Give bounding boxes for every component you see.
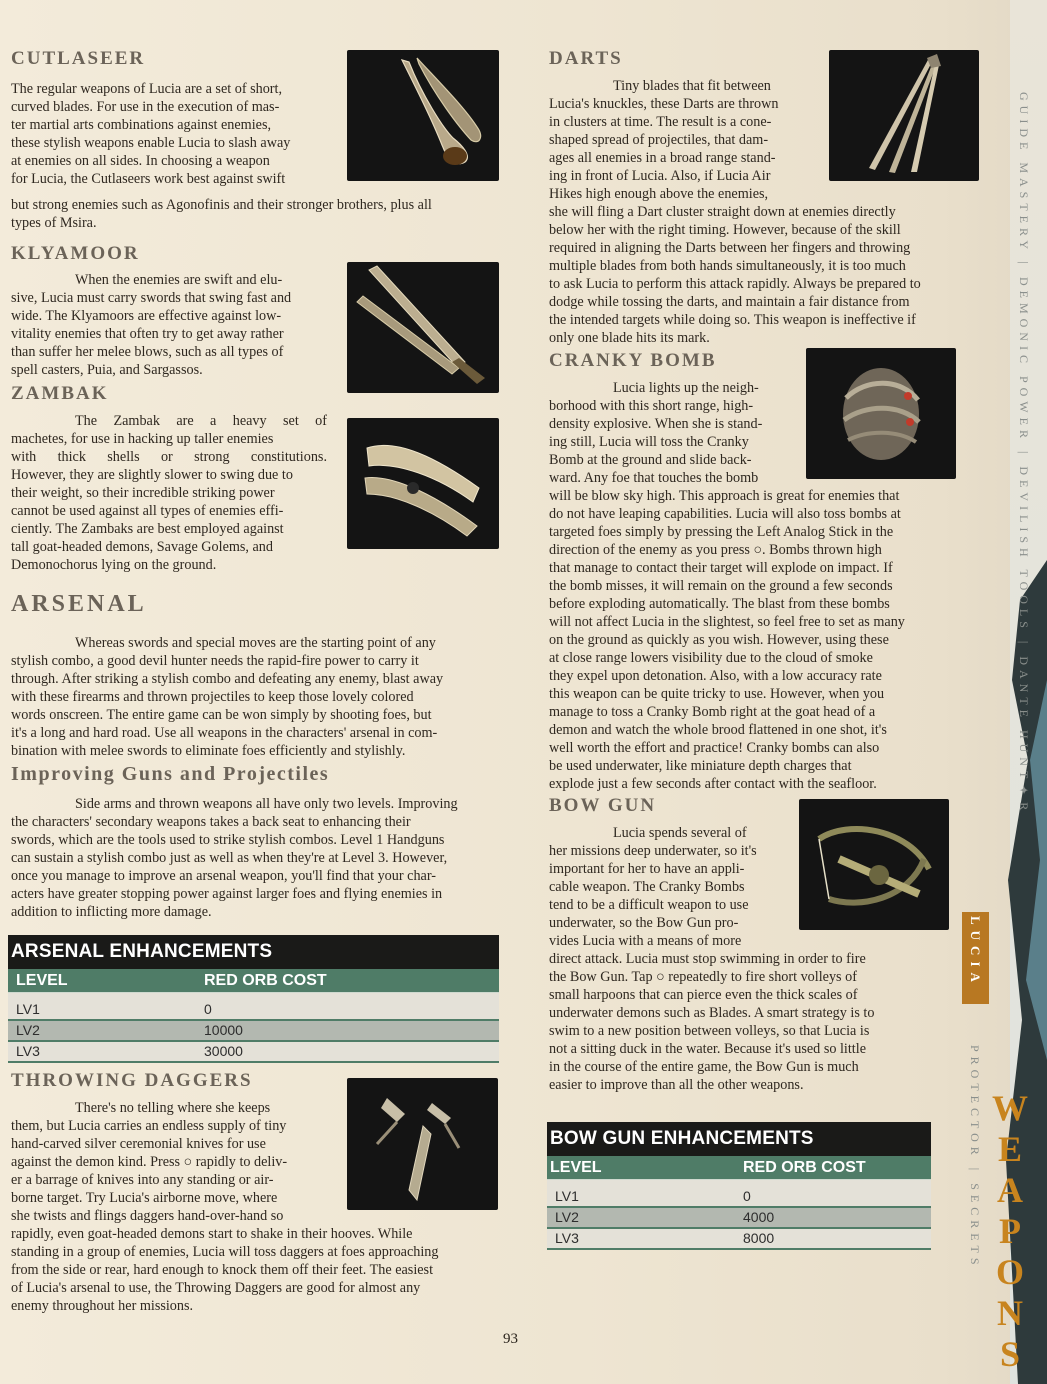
bowgun-text-wide (549, 950, 924, 1094)
text-line: required in aligning the Darts between her fingers and throwing (549, 240, 911, 256)
text-line: but strong enemies such as Agonofinis and their stronger brothers, plus all (11, 197, 432, 213)
text-line: There's no telling where she keeps (75, 1100, 271, 1116)
text-line: Bomb at the ground and slide back- (549, 452, 752, 468)
table-cell: LV1 (555, 1188, 579, 1204)
text-line: underwater, so the Bow Gun pro- (549, 915, 739, 931)
text-line: can sustain a stylish combo just as well as when they're at Level 3. However, (11, 850, 448, 866)
table-cell: LV3 (555, 1230, 579, 1246)
table-cell: 8000 (743, 1230, 775, 1246)
table-cell: 10000 (204, 1022, 243, 1038)
sidebar-nav-text (1013, 14, 1035, 894)
table-header (547, 1156, 931, 1180)
text-line: not a sitting duck in the water. Because it's used so little (549, 1041, 866, 1057)
table-cell: LV3 (16, 1043, 40, 1059)
improving-text (11, 795, 497, 921)
sidebar-nav-label: GUIDE MASTERY | DEMONIC POWER | DEVILISH TOOLS | DANTE HUNT✦R (1017, 92, 1031, 816)
text-line: The Zambak are a heavy set of (75, 413, 327, 429)
text-line: only one blade hits its mark. (549, 330, 710, 346)
text-line: dodge while tossing the darts, and maintain a fair distance from (549, 294, 910, 310)
text-line: vitality enemies that often try to get away rather (11, 326, 284, 342)
text-line: enemy throughout her missions. (11, 1298, 194, 1314)
cutlaseer-heading: CUTLASEER (11, 48, 146, 69)
daggers-heading: THROWING DAGGERS (11, 1070, 253, 1091)
table-row (547, 1208, 931, 1229)
text-line: stylish combo, a good devil hunter needs the rapid-fire power to carry it (11, 653, 419, 669)
text-line: of Lucia's arsenal to use, the Throwing Daggers are good for almost any (11, 1280, 421, 1296)
bow-gun-enhancements-table (547, 1122, 931, 1250)
text-line: sive, Lucia must carry swords that swing fast and (11, 290, 292, 306)
daggers-text-wide (11, 1225, 497, 1315)
cutlaseer-text-wide (11, 196, 501, 232)
text-line: their weight, so their incredible striking power (11, 485, 275, 501)
text-line: manage to toss a Cranky Bomb right at the goat head of a (549, 704, 876, 720)
text-line: well worth the effort and practice! Cranky bombs can also (549, 740, 880, 756)
lucia-tab-label: LUCIA (968, 916, 983, 988)
table-row (8, 1021, 499, 1042)
text-line: on the ground as quickly as you wish. However, using these (549, 632, 889, 648)
text-line: multiple blades from both hands simultaneously, it is too much (549, 258, 906, 274)
text-line: ward. Any foe that touches the bomb (549, 470, 759, 486)
text-line: Lucia lights up the neigh- (613, 380, 759, 396)
daggers-text-narrow (11, 1099, 327, 1225)
text-line: direction of the enemy as you press ○. Bombs thrown high (549, 542, 882, 558)
text-line: against the demon kind. Press ○ rapidly to deliv- (11, 1154, 288, 1170)
column-header: RED ORB COST (743, 1159, 866, 1176)
text-line: er a barrage of knives into any standing or air- (11, 1172, 274, 1188)
text-line: ciently. The Zambaks are best employed against (11, 521, 284, 537)
cutlaseer-text-narrow (11, 80, 331, 188)
text-line: targeted foes simply by pressing the Left Analog Stick in the (549, 524, 894, 540)
cranky-bomb-heading: CRANKY BOMB (549, 350, 717, 371)
table-cell: 30000 (204, 1043, 243, 1059)
text-line: standing in a group of enemies, Lucia will toss daggers at foes approaching (11, 1244, 439, 1260)
throwing-daggers-image (347, 1078, 498, 1210)
text-line: direct attack. Lucia must stop swimming in order to fire (549, 951, 866, 967)
text-line: explode just a few seconds after contact with the seafloor. (549, 776, 877, 792)
text-line: that manage to contact their target will explode on impact. If (549, 560, 893, 576)
text-line: the intended targets while doing so. This weapon is ineffective if (549, 312, 916, 328)
text-line: machetes, for use in hacking up taller enemies (11, 431, 274, 447)
text-line: easier to improve than all the other weapons. (549, 1077, 804, 1093)
cranky-text-wide (549, 487, 948, 793)
text-line: curved blades. For use in the execution of mas- (11, 99, 280, 115)
text-line: the characters' secondary weapons takes a back seat to enhancing their (11, 814, 411, 830)
text-line: types of Msira. (11, 215, 97, 231)
text-line: the Bow Gun. Tap ○ repeatedly to fire short volleys of (549, 969, 857, 985)
improving-heading: Improving Guns and Projectiles (11, 763, 330, 785)
text-line: than suffer her melee blows, such as all types of (11, 344, 284, 360)
text-line: Side arms and thrown weapons all have only two levels. Improving (75, 796, 458, 812)
text-line: words onscreen. The entire game can be won simply by shooting foes, but (11, 707, 432, 723)
table-title: BOW GUN ENHANCEMENTS (547, 1122, 931, 1156)
text-line: the bomb misses, it will remain on the ground a few seconds (549, 578, 893, 594)
klyamoor-heading: KLYAMOOR (11, 243, 140, 264)
sidebar-nav-text-lower (960, 1012, 990, 1302)
text-line: this weapon can be quite tricky to use. However, when you (549, 686, 885, 702)
darts-text-wide (549, 203, 966, 347)
text-line: When the enemies are swift and elu- (75, 272, 283, 288)
darts-heading: DARTS (549, 48, 623, 69)
table-title: ARSENAL ENHANCEMENTS (8, 935, 499, 969)
weapons-label: WEAPONS (990, 1088, 1030, 1375)
text-line: at close range lowers visibility due to the cloud of smoke (549, 650, 873, 666)
text-line: will not affect Lucia in the slightest, so feel free to set as many (549, 614, 905, 630)
text-line: tend to be a difficult weapon to use (549, 897, 749, 913)
text-line: swim to a new position between volleys, so that Lucia is (549, 1023, 870, 1039)
table-row (8, 1000, 499, 1021)
text-line: her missions deep underwater, so it's (549, 843, 757, 859)
text-line: from the side or rear, hard enough to knock them off their feet. The easiest (11, 1262, 434, 1278)
text-line: these stylish weapons enable Lucia to slash away (11, 135, 291, 151)
page-number: 93 (503, 1331, 518, 1347)
bow-gun-image (799, 799, 949, 930)
table-row (547, 1187, 931, 1208)
text-line: cable weapon. The Cranky Bombs (549, 879, 745, 895)
table-cell: LV1 (16, 1001, 40, 1017)
text-line: Demonochorus lying on the ground. (11, 557, 217, 573)
table-cell: 0 (204, 1001, 212, 1017)
text-line: hand-carved silver ceremonial knives for use (11, 1136, 266, 1152)
bowgun-text-narrow (549, 824, 781, 950)
klyamoor-text (11, 271, 327, 379)
text-line: swords, which are the tools used to strike stylish combos. Level 1 Handguns (11, 832, 445, 848)
text-line: for Lucia, the Cutlaseers work best against swift (11, 171, 286, 187)
text-line: tall goat-headed demons, Savage Golems, and (11, 539, 273, 555)
text-line: wide. The Klyamoors are effective against low- (11, 308, 282, 324)
column-header: LEVEL (550, 1159, 602, 1176)
text-line: rapidly, even goat-headed demons start to shake in their hooves. While (11, 1226, 413, 1242)
table-header (8, 969, 499, 993)
table-row (547, 1229, 931, 1250)
table-cell: 0 (743, 1188, 751, 1204)
cutlaseer-image (347, 50, 499, 181)
table-cell: 4000 (743, 1209, 775, 1225)
text-line: However, they are slightly slower to swing due to (11, 467, 293, 483)
arsenal-heading: ARSENAL (11, 591, 147, 617)
zambak-image (347, 418, 499, 549)
cranky-bomb-image (806, 348, 956, 479)
text-line: in the course of the entire game, the Bow Gun is much (549, 1059, 859, 1075)
text-line: below her with the right timing. However, because of the skill (549, 222, 901, 238)
lucia-tab (962, 912, 989, 1004)
table-cell: LV2 (555, 1209, 579, 1225)
text-line: do not have leaping capabilities. Lucia will also toss bombs at (549, 506, 901, 522)
zambak-heading: ZAMBAK (11, 383, 109, 404)
text-line: ages all enemies in a broad range stand- (549, 150, 776, 166)
zambak-text (11, 412, 327, 574)
text-line: Lucia spends several of (613, 825, 747, 841)
text-line: Hikes high enough above the enemies, (549, 186, 769, 202)
text-line: Whereas swords and special moves are the starting point of any (75, 635, 436, 651)
table-cell: LV2 (16, 1022, 40, 1038)
text-line: with these firearms and thrown projectiles to keep those lovely colored (11, 689, 414, 705)
arsenal-enhancements-table (8, 935, 499, 1063)
text-line: important for her to have an appli- (549, 861, 745, 877)
text-line: ter martial arts combinations against enemies, (11, 117, 272, 133)
text-line: Lucia's knuckles, these Darts are thrown (549, 96, 779, 112)
text-line: bination with melee swords to eliminate foes efficiently and stylishly. (11, 743, 406, 759)
text-line: through. After striking a stylish combo and defeating any enemy, blast away (11, 671, 444, 687)
text-line: vides Lucia with a means of more (549, 933, 742, 949)
darts-text-narrow (549, 77, 810, 203)
column-header: RED ORB COST (204, 972, 327, 989)
text-line: in clusters at time. The result is a cone- (549, 114, 772, 130)
text-line: will be blow sky high. This approach is great for enemies that (549, 488, 900, 504)
text-line: before exploding automatically. The blast from these bombs (549, 596, 890, 612)
text-line: cannot be used against all types of enemies effi- (11, 503, 284, 519)
text-line: ing still, Lucia will toss the Cranky (549, 434, 749, 450)
text-line: underwater demons such as Blades. A smart strategy is to (549, 1005, 875, 1021)
bow-gun-heading: BOW GUN (549, 795, 657, 816)
text-line: be used underwater, like miniature depth charges that (549, 758, 852, 774)
text-line: addition to inflicting more damage. (11, 904, 212, 920)
text-line: borhood with this short range, high- (549, 398, 754, 414)
text-line: small harpoons that can pierce even the thick scales of (549, 987, 858, 1003)
text-line: at enemies on all sides. In choosing a weapon (11, 153, 270, 169)
text-line: they expel upon detonation. Also, with a low accuracy rate (549, 668, 882, 684)
text-line: borne target. Try Lucia's airborne move, where (11, 1190, 278, 1206)
text-line: ing in front of Lucia. Also, if Lucia Air (549, 168, 771, 184)
text-line: The regular weapons of Lucia are a set of short, (11, 81, 283, 97)
darts-image (829, 50, 979, 181)
table-row (8, 1042, 499, 1063)
arsenal-text (11, 634, 497, 760)
text-line: to ask Lucia to perform this attack rapidly. Always be prepared to (549, 276, 921, 292)
column-header: LEVEL (16, 972, 68, 989)
text-line: demon and watch the whole brood flattened in one shot, it's (549, 722, 887, 738)
sidebar-nav-label-lower: PROTECTOR | SECRETS (968, 1044, 982, 1270)
text-line: shaped spread of projectiles, that dam- (549, 132, 769, 148)
text-line: she will fling a Dart cluster straight down at enemies directly (549, 204, 896, 220)
klyamoor-image (347, 262, 499, 393)
text-line: Tiny blades that fit between (613, 78, 771, 94)
text-line: acters have greater stopping power against larger foes and flying enemies in (11, 886, 443, 902)
weapons-section-label (988, 1088, 1032, 1375)
text-line: with thick shells or strong constitutions. (11, 449, 327, 465)
text-line: once you manage to improve an arsenal weapon, you'll find that your char- (11, 868, 436, 884)
text-line: spell casters, Puia, and Sargassos. (11, 362, 203, 378)
cranky-text-narrow (549, 379, 788, 487)
text-line: density explosive. When she is stand- (549, 416, 763, 432)
text-line: them, but Lucia carries an endless supply of tiny (11, 1118, 287, 1134)
text-line: it's a long and hard road. Use all weapons in the characters' arsenal in com- (11, 725, 438, 741)
text-line: she twists and flings daggers hand-over-hand so (11, 1208, 284, 1224)
